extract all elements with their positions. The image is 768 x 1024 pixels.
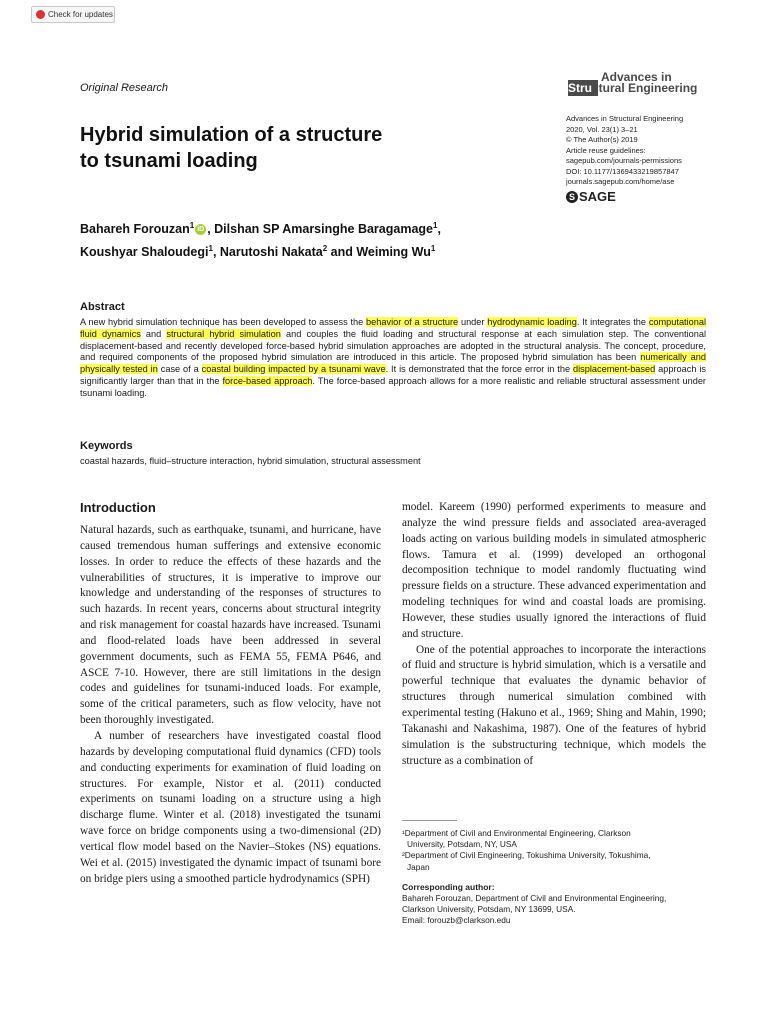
affiliation-2: ²Department of Civil Engineering, Tokushima University, Tokushima, <box>402 850 651 861</box>
abstract-span: under <box>458 317 488 327</box>
body-column-right <box>402 500 706 769</box>
meta-permissions-link[interactable]: sagepub.com/journals-permissions <box>566 156 682 165</box>
check-for-updates-button[interactable] <box>31 6 115 23</box>
introduction-heading: Introduction <box>80 500 156 515</box>
section-label: Original Research <box>80 82 169 94</box>
abstract-span: case of a <box>157 364 202 375</box>
meta-doi[interactable]: DOI: 10.1177/1369433219857847 <box>566 166 679 176</box>
abstract-span: and couples the fluid loading and structural response at each simulation step. The conventional displacement-based and recently developed force-based hybrid simulation approaches are adopted in the structural analysis. The concept, procedure, and required components of the proposed hybrid simulation are introduced in this article. The proposed hybrid simulation has been <box>80 328 706 363</box>
affiliation-mark: 1 <box>189 221 195 230</box>
affiliation-1-cont: University, Potsdam, NY, USA <box>407 839 517 850</box>
body-paragraph: A number of researchers have investigated coastal flood hazards by developing computational fluid dynamics (CFD) tools and conducting experiments for examination of fluid loading on structures. For example, Nistor et al. (2011) conducted experiments on tsunami loading on a structure using a high discharge flume. Winter et al. (2018) investigated the tsunami wave force on bridge components using a two-dimensional (2D) vertical flow model based on the Navier–Stokes (NS) equations. Wei et al. (2015) investigated the dynamic impact of tsunami bore on bridge piers using a smoothed particle hydrodynamics (SPH) <box>80 729 381 885</box>
body-paragraph: One of the potential approaches to incorporate the interactions of fluid and structure is hybrid simulation, which is a versatile and powerful technique that evaluates the dynamic behavior of structures through numerical simulation combined with experimental testing (Hakuno et al., 1969; Shing and Mahin, 1990; Takanashi and Nakashima, 1987). One of the features of hybrid simulation is the substructuring technique, which models the structure as a combination of <box>402 643 706 767</box>
author-name: , Dilshan SP Amarsinghe Baragamage <box>207 222 433 237</box>
abstract-heading: Abstract <box>80 301 125 313</box>
footnote-rule <box>402 820 457 821</box>
abstract-highlight: displacement-based <box>573 364 656 375</box>
author-name: and Weiming Wu <box>327 245 431 260</box>
author-list <box>80 216 550 262</box>
meta-reuse: Article reuse guidelines: <box>566 145 646 155</box>
journal-logo <box>568 70 708 96</box>
article-title <box>80 122 550 174</box>
corresponding-author-email[interactable]: Email: forouzb@clarkson.edu <box>402 915 511 926</box>
affiliation-1: ¹Department of Civil and Environmental Engineering, Clarkson <box>402 828 631 838</box>
body-column-left <box>80 523 381 887</box>
title-line-2: to tsunami loading <box>80 150 258 172</box>
abstract-highlight: structural hybrid simulation <box>166 328 281 339</box>
publisher-name: SAGE <box>579 189 616 204</box>
abstract-span: . It integrates the <box>576 317 649 327</box>
keywords-text: coastal hazards, fluid–structure interaction, hybrid simulation, structural assessment <box>80 456 421 466</box>
abstract-text <box>80 317 706 400</box>
sage-s-icon: S <box>566 191 578 203</box>
abstract-span: A new hybrid simulation technique has been developed to assess the <box>80 317 367 327</box>
publisher-logo <box>566 189 616 204</box>
abstract-highlight: numerically and physically tested in <box>80 352 706 375</box>
abstract-span: and <box>140 328 167 339</box>
affiliation-mark: 2 <box>322 244 328 254</box>
meta-copyright: © The Author(s) 2019 <box>566 135 638 144</box>
affiliation-mark: 1 <box>208 244 213 254</box>
title-line-1: Hybrid simulation of a structure <box>80 124 383 146</box>
author-name: Bahareh Forouzan <box>80 222 190 237</box>
meta-homepage-link[interactable]: journals.sagepub.com/home/ase <box>566 177 675 186</box>
affiliation-2-cont: Japan <box>407 861 430 872</box>
logo-line2 <box>568 81 697 95</box>
corresponding-author-line: Clarkson University, Potsdam, NY 13699, USA. <box>402 904 576 915</box>
journal-metadata <box>566 114 683 188</box>
meta-volume: 2020, Vol. 23(1) 3–21 <box>566 124 638 134</box>
author-name: , Narutoshi Nakata <box>212 245 323 260</box>
abstract-highlight: coastal building impacted by a tsunami wave <box>201 364 386 375</box>
abstract-span: . The force-based approach allows for a more realistic and reliable structural assessment under tsunami loading. <box>80 375 706 398</box>
update-icon <box>36 10 45 19</box>
orcid-icon[interactable]: iD <box>197 226 205 234</box>
affiliation-mark: 1 <box>432 221 438 230</box>
meta-journal: Advances in Structural Engineering <box>566 114 684 123</box>
body-paragraph: model. Kareem (1990) performed experiments to measure and analyze the wind pressure fields and associated area-averaged loads acting on various building models in simulated atmospheric flows. Tamura et al. (1999) developed an orthogonal decomposition technique to model randomly fluctuating wind pressure fields on a structure. These advanced experimentation and modeling techniques for wind and coastal loads are promising. However, these studies usually ignored the interactions of fluid and structure. <box>402 501 706 640</box>
footnotes <box>402 828 706 927</box>
abstract-highlight: computational fluid dynamics <box>80 317 707 339</box>
corresponding-author-line: Bahareh Forouzan, Department of Civil and Environmental Engineering, <box>402 893 667 904</box>
abstract-highlight: behavior of a structure <box>366 317 459 327</box>
logo-line1: Advances in <box>601 70 672 84</box>
abstract-span: approach is significantly larger than that in the <box>80 364 706 386</box>
logo-line2-rest: ctural Engineering <box>592 81 698 95</box>
author-name: Koushyar Shaloudegi <box>80 245 209 260</box>
logo-line2-inverted: Stru <box>568 81 592 95</box>
corresponding-author-heading: Corresponding author: <box>402 881 495 892</box>
affiliation-mark: 1 <box>430 244 436 254</box>
abstract-span: . It is demonstrated that the force error in the <box>385 364 573 375</box>
keywords-heading: Keywords <box>80 440 133 452</box>
check-updates-label: Check for updates <box>48 10 113 19</box>
abstract-highlight: hydrodynamic loading <box>487 317 577 327</box>
author-separator: , <box>437 222 441 237</box>
abstract-highlight: force-based approach <box>222 375 313 386</box>
body-paragraph: Natural hazards, such as earthquake, tsunami, and hurricane, have caused tremendous human sufferings and extensive economic losses. In order to reduce the effects of these hazards and the vulnerabilities of structures, it is imperative to improve our knowledge and understanding of the responses of structures to such hazards. In recent years, concerns about structural integrity and risk management for coastal hazards have increased. Tsunami and flood-related loads have been addressed in several government documents, such as FEMA 55, FEMA P646, and ASCE 7-10. However, there are still limitations in the design codes and guidelines for tsunami-induced loads. For example, some of the critical parameters, such as flow velocity, have not been thoroughly investigated. <box>80 524 381 727</box>
